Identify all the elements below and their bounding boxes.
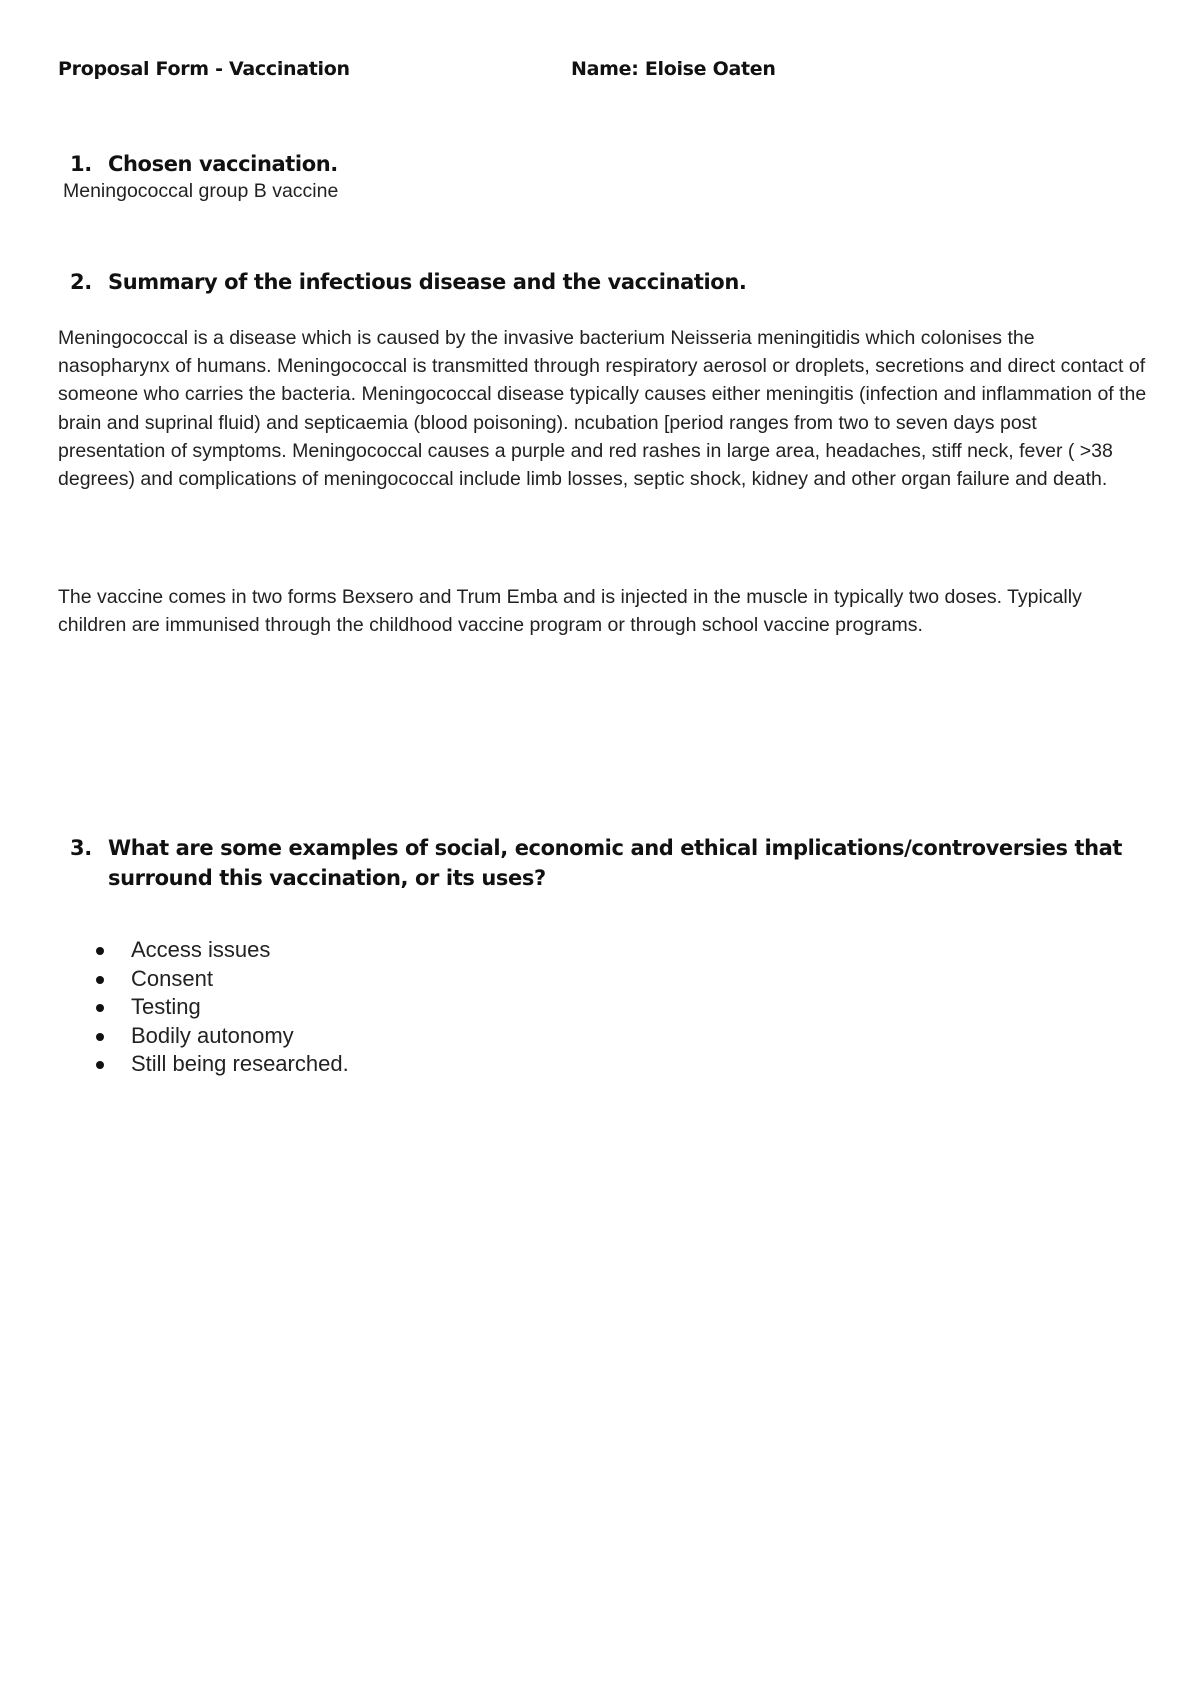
list-item <box>96 1050 349 1079</box>
section-2-paragraph-1: Meningococcal is a disease which is caused by the invasive bacterium Neisseria meningitidis which colonises the nasopharynx of humans. Meningococcal is transmitted through respiratory aerosol or droplets, secretions and direct contact of someone who carries the bacteria. Meningococcal disease typically causes either meningitis (infection and inflammation of the brain and suprinal fluid) and septicaemia (blood poisoning). ncubation [period ranges from two to seven days post presentation of symptoms. Meningococcal causes a purple and red rashes in large area, headaches, stiff neck, fever ( >38 degrees) and complications of meningococcal include limb losses, septic shock, kidney and other organ failure and death. <box>58 327 1147 491</box>
section-1-answer: Meningococcal group B vaccine <box>63 180 339 202</box>
student-name: Name: Eloise Oaten <box>571 58 776 80</box>
section-3-title: What are some examples of social, economic and ethical implications/controversies that surround this vaccination, or its uses? <box>108 836 1123 890</box>
list-item <box>96 1022 349 1051</box>
list-item <box>96 965 349 994</box>
section-2-heading <box>70 267 1142 297</box>
bullet-icon <box>96 1033 104 1041</box>
section-1-number: 1. <box>70 152 92 176</box>
implications-list <box>96 936 349 1079</box>
document-header <box>58 58 1142 86</box>
list-item-label: Access issues <box>131 937 271 962</box>
section-3-heading <box>70 833 1142 893</box>
section-1-title: Chosen vaccination. <box>108 152 338 176</box>
list-item <box>96 936 349 965</box>
bullet-icon <box>96 1061 104 1069</box>
section-1-heading <box>70 149 1142 179</box>
section-2-title: Summary of the infectious disease and the vaccination. <box>108 270 747 294</box>
list-item <box>96 993 349 1022</box>
section-2-number: 2. <box>70 270 92 294</box>
bullet-icon <box>96 976 104 984</box>
section-3-number: 3. <box>70 836 92 860</box>
section-2-paragraph-2: The vaccine comes in two forms Bexsero and Trum Emba and is injected in the muscle in typically two doses. Typically children are immunised through the childhood vaccine program or through school vaccine programs. <box>58 586 1082 637</box>
form-title: Proposal Form - Vaccination <box>58 58 350 80</box>
list-item-label: Still being researched. <box>131 1051 349 1076</box>
bullet-icon <box>96 947 104 955</box>
list-item-label: Bodily autonomy <box>131 1022 294 1048</box>
list-item-label: Consent <box>131 965 213 991</box>
bullet-icon <box>96 1004 104 1012</box>
list-item-label: Testing <box>131 994 201 1019</box>
